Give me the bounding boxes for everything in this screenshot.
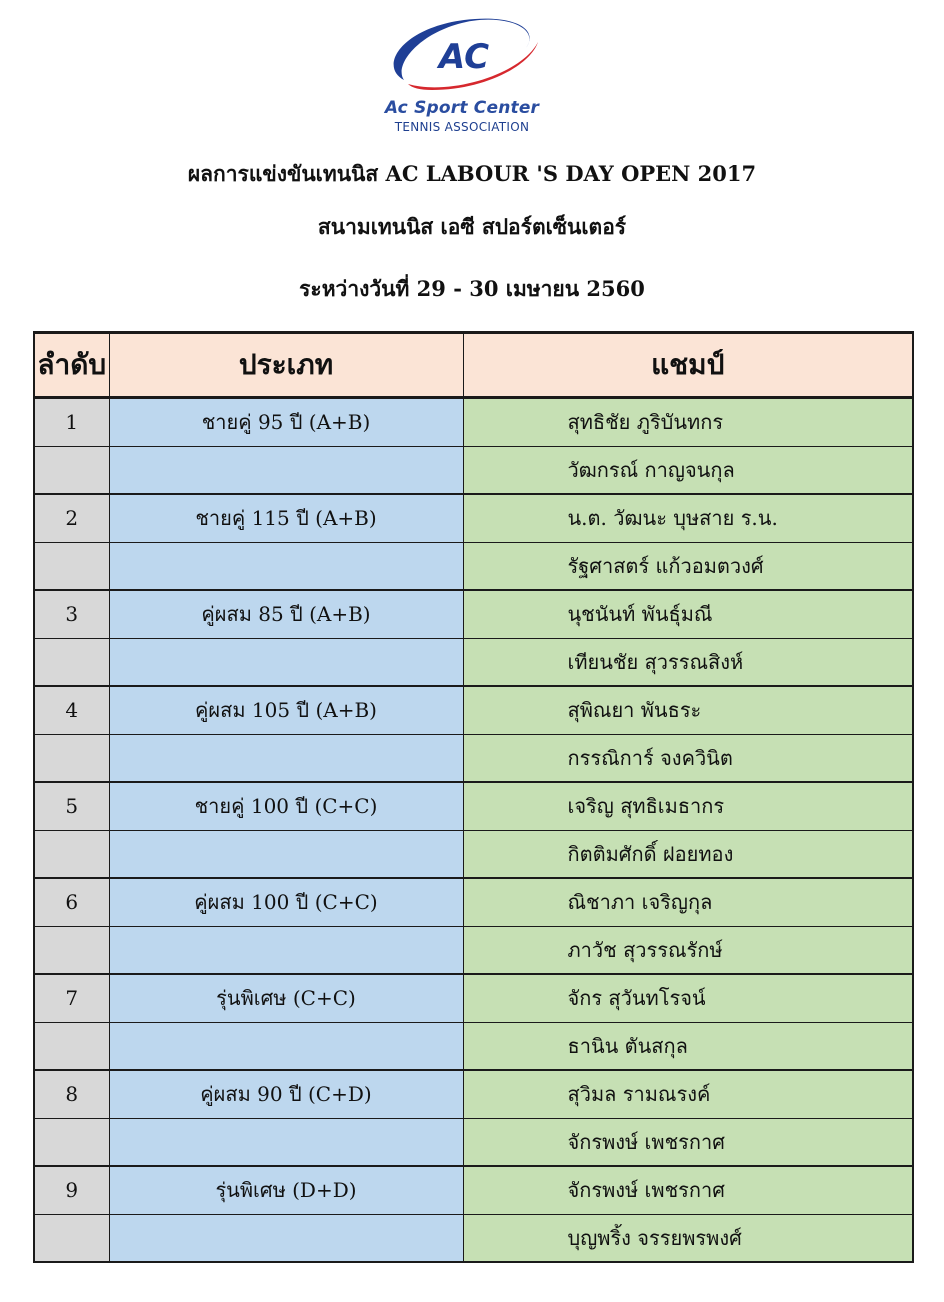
category-cell-empty (109, 638, 463, 686)
order-cell: 3 (34, 590, 109, 638)
order-cell-empty (34, 1214, 109, 1262)
category-cell-empty (109, 734, 463, 782)
champion-cell: น.ต. วัฒนะ บุษสาย ร.น. (463, 494, 913, 542)
header-champion: แชมป์ (463, 333, 913, 398)
table-row (34, 734, 913, 782)
order-cell-empty (34, 638, 109, 686)
order-cell-empty (34, 542, 109, 590)
table-row (34, 446, 913, 494)
category-cell: คู่ผสม 100 ปี (C+C) (109, 878, 463, 926)
champion-cell: ณิชาภา เจริญกุล (463, 878, 913, 926)
order-cell: 8 (34, 1070, 109, 1118)
order-cell-empty (34, 830, 109, 878)
category-cell: รุ่นพิเศษ (C+C) (109, 974, 463, 1022)
champion-cell: จักรพงษ์ เพชรกาศ (463, 1166, 913, 1214)
order-cell: 9 (34, 1166, 109, 1214)
category-cell: ชายคู่ 115 ปี (A+B) (109, 494, 463, 542)
order-cell-empty (34, 1118, 109, 1166)
category-cell-empty (109, 830, 463, 878)
champion-cell: เทียนชัย สุวรรณสิงห์ (463, 638, 913, 686)
category-cell: ชายคู่ 95 ปี (A+B) (109, 398, 463, 447)
logo-name: Ac Sport Center (384, 98, 540, 118)
table-row (34, 878, 913, 926)
category-cell-empty (109, 446, 463, 494)
order-cell-empty (34, 446, 109, 494)
table-row (34, 830, 913, 878)
champion-cell: รัฐศาสตร์ แก้วอมตวงศ์ (463, 542, 913, 590)
table-row (34, 590, 913, 638)
table-row (34, 926, 913, 974)
table-row (34, 542, 913, 590)
champion-cell: บุญพริ้ง จรรยพรพงศ์ (463, 1214, 913, 1262)
header-order: ลำดับ (34, 333, 109, 398)
table-header-row (34, 333, 913, 398)
header-category: ประเภท (109, 333, 463, 398)
table-row (34, 1070, 913, 1118)
results-table (33, 331, 914, 1263)
order-cell: 4 (34, 686, 109, 734)
table-row (34, 974, 913, 1022)
event-title: ผลการแข่งขันเทนนิส AC LABOUR 'S DAY OPEN 2017 (187, 161, 757, 186)
table-row (34, 398, 913, 447)
champion-cell: จักรพงษ์ เพชรกาศ (463, 1118, 913, 1166)
table-row (34, 1214, 913, 1262)
category-cell-empty (109, 1118, 463, 1166)
category-cell: ชายคู่ 100 ปี (C+C) (109, 782, 463, 830)
category-cell: รุ่นพิเศษ (D+D) (109, 1166, 463, 1214)
order-cell-empty (34, 926, 109, 974)
table-row (34, 686, 913, 734)
ac-sport-center-logo (372, 14, 552, 138)
order-cell: 7 (34, 974, 109, 1022)
champion-cell: จักร สุวันทโรจน์ (463, 974, 913, 1022)
category-cell-empty (109, 1214, 463, 1262)
table-row (34, 782, 913, 830)
champion-cell: วัฒกรณ์ กาญจนกุล (463, 446, 913, 494)
table-row (34, 494, 913, 542)
category-cell-empty (109, 1022, 463, 1070)
category-cell: คู่ผสม 85 ปี (A+B) (109, 590, 463, 638)
ac-swoosh-icon (372, 14, 552, 98)
champion-cell: สุวิมล รามณรงค์ (463, 1070, 913, 1118)
category-cell: คู่ผสม 105 ปี (A+B) (109, 686, 463, 734)
order-cell-empty (34, 1022, 109, 1070)
venue-title: สนามเทนนิส เอซี สปอร์ตเซ็นเตอร์ (317, 214, 627, 239)
logo-subtitle: TENNIS ASSOCIATION (394, 120, 530, 134)
svg-text:AC: AC (438, 37, 490, 77)
category-cell: คู่ผสม 90 ปี (C+D) (109, 1070, 463, 1118)
champion-cell: นุชนันท์ พันธุ์มณี (463, 590, 913, 638)
category-cell-empty (109, 542, 463, 590)
champion-cell: สุพิณยา พันธระ (463, 686, 913, 734)
table-row (34, 1118, 913, 1166)
order-cell: 6 (34, 878, 109, 926)
champion-cell: สุทธิชัย ภูริบันทกร (463, 398, 913, 447)
champion-cell: เจริญ สุทธิเมธากร (463, 782, 913, 830)
order-cell-empty (34, 734, 109, 782)
table-row (34, 1166, 913, 1214)
champion-cell: ภาวัช สุวรรณรักษ์ (463, 926, 913, 974)
order-cell: 5 (34, 782, 109, 830)
table-row (34, 1022, 913, 1070)
category-cell-empty (109, 926, 463, 974)
champion-cell: ธานิน ตันสกุล (463, 1022, 913, 1070)
champion-cell: กรรณิการ์ จงควินิต (463, 734, 913, 782)
date-title: ระหว่างวันที่ 29 - 30 เมษายน 2560 (299, 276, 645, 301)
order-cell: 1 (34, 398, 109, 447)
table-row (34, 638, 913, 686)
order-cell: 2 (34, 494, 109, 542)
champion-cell: กิตติมศักดิ์ ฝอยทอง (463, 830, 913, 878)
